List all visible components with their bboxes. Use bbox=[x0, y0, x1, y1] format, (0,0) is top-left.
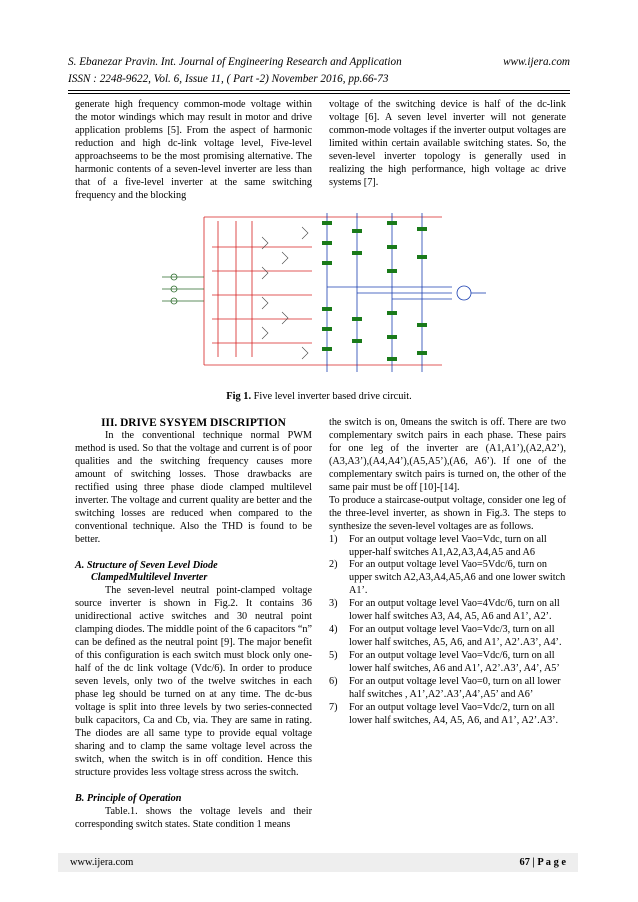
figure-label: Fig 1. bbox=[226, 391, 252, 402]
list-item: 7) For an output voltage level Vao=Vdc/2, turn on all lower half switches, A4, A5, A6, and A1’, A2’.A3’. bbox=[329, 701, 559, 726]
subsection-b-text: Table.1. shows the voltage levels and their corresponding switch states. State condition 1 means bbox=[75, 805, 312, 830]
running-header bbox=[68, 56, 570, 68]
list-item: 4) For an output voltage level Vao=Vdc/3, turn on all lower half switches, A5, A6, and A1’, A2’.A3’, A4’. bbox=[329, 624, 562, 649]
right-para-2: To produce a staircase-output voltage, consider one leg of the three-level inverter, as shown in Fig.3. The steps to synthesize the seven-level voltages are as follows. bbox=[329, 494, 566, 532]
right-para-1: the switch is on, 0means the switch is off. There are two complementary switch pairs in each phase. These pairs for one leg of the inverter are (A1,A1’),(A2,A2’),(A3,A3’),(A4,A4’),(A5,A5’),(A6, A6’). If one of the complementary switch pairs is turned on, the other of the same pair must be off [10]-[14]. bbox=[329, 417, 566, 493]
issn-line: ISSN : 2248-9622, Vol. 6, Issue 11, ( Part -2) November 2016, pp.66-73 bbox=[68, 73, 389, 85]
top-left-paragraph: generate high frequency common-mode voltage within the motor windings which may result in motor and drive application problems [5]. From the aspect of harmonic reduction and high dc-link voltage level, Five-level approachseems to be the most promising alternative. The harmonic contents of a seven-level inverter are less than that of a five-level inverter at the same switching frequency and the blocking bbox=[75, 99, 312, 201]
list-item: 3) For an output voltage level Vao=4Vdc/6, turn on all lower half switches A3, A4, A5, A6 and A1’, A2’. bbox=[329, 598, 560, 623]
inverter-circuit-diagram bbox=[152, 207, 492, 382]
left-column bbox=[75, 417, 312, 832]
subsection-b-heading: B. Principle of Operation bbox=[75, 792, 182, 804]
right-column bbox=[329, 417, 566, 728]
header-rule-thin bbox=[68, 93, 570, 94]
figure-caption-text: Five level inverter based drive circuit. bbox=[253, 391, 412, 402]
steps-list bbox=[329, 534, 566, 728]
list-item: 2) For an output voltage level Vao=5Vdc/6, turn on upper switch A2,A3,A4,A5,A6 and one lower switch A1’. bbox=[329, 559, 566, 597]
journal-citation: S. Ebanezar Pravin. Int. Journal of Engineering Research and Application bbox=[68, 56, 402, 68]
header-website: www.ijera.com bbox=[503, 56, 570, 68]
header-rule bbox=[68, 90, 570, 91]
footer-website: www.ijera.com bbox=[70, 857, 134, 868]
top-right-paragraph: voltage of the switching device is half of the dc-link voltage [6]. A seven level inverter will not generate common-mode voltages if the inverter output voltages are limited within certain available switching states. So, the seven-level inverter topology is generally used in realizing the high performance, high voltage ac drive systems [7]. bbox=[329, 99, 566, 188]
list-item: 1) For an output voltage level Vao=Vdc, turn on all upper-half switches A1,A2,A3,A4,A5 and A6 bbox=[329, 533, 547, 558]
list-item: 6) For an output voltage level Vao=0, turn on all lower half switches , A1’,A2’.A3’,A4’,A5’ and A6’ bbox=[329, 676, 561, 701]
page-footer bbox=[58, 853, 578, 872]
list-item: 5) For an output voltage level Vao=Vdc/6, turn on all lower half switches, A6 and A1’, A2’.A3’, A4’, A5’ bbox=[329, 650, 560, 675]
section-heading: III. DRIVE SYSYEM DISCRIPTION bbox=[101, 417, 286, 429]
subsection-a-text: The seven-level neutral point-clamped voltage source inverter is shown in Fig.2. It contains 36 unidirectional active switches and 30 neutral point clamping diodes. The middle point of the 6 capacitors “n” can be defined as the neutral point [9]. The major benefit of this configuration is each switch must block only one-half of the dc link voltage (Vdc/6). In order to produce seven levels, only two of the twelve switches in each phase leg should be turned on at any time. The dc-bus voltage is split into three levels by two series-connected bulk capacitors, Ca and Cb, via. They are same in rating. The diodes are all same type to provide equal voltage sharing and to clamp the same voltage level across the switch, when the switch is in off condition. Hence this structure provides less voltage stress across the switch. bbox=[75, 585, 312, 778]
page-number: 67 | P a g e bbox=[519, 857, 566, 868]
subsection-a-heading: A. Structure of Seven Level Diode ClampedMultilevel Inverter bbox=[75, 559, 218, 584]
figure-caption bbox=[0, 391, 638, 402]
section-intro: In the conventional technique normal PWM method is used. So that the voltage and current is of poor qualities and the switching frequency causes more amount of switching losses. Those drawbacks are rectified using three phase diode clamped multilevel inverter. The voltage and current quality are better and the switching losses are reduced when compared to the conventional technique. Also the THD is found to be better. bbox=[75, 429, 312, 545]
